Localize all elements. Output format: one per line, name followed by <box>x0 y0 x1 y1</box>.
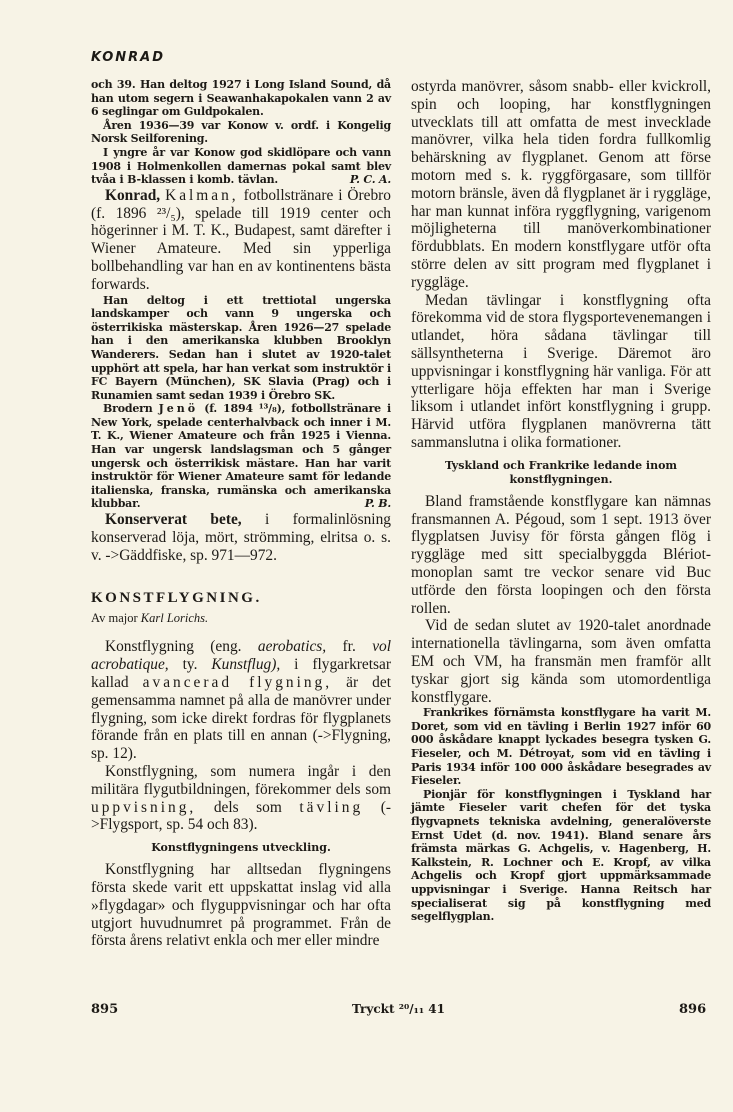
p1-eng: aerobatics, <box>257 638 327 656</box>
p1-text-c: ty. <box>182 656 198 674</box>
entry-head-kalman: Konrad, <box>105 186 161 204</box>
sailing-ski-text: I yngre år var Konow god skidlöpare och vann 1908 i Holmenkollen damernas pokal samt blev tvåa i B-klassen i komb. tävlan. <box>91 145 391 187</box>
p1-ty: Kunstflug), <box>211 656 281 674</box>
paragraph-german-pilots: Pionjär för konstflygningen i Tyskland har jämte Fieseler varit chefen för det tyska flygvapnets tekniska avdelning, generalöverste Ernst Udet (d. nov. 1941). Bland senare års främsta märkas G. Achgelis, v. Hagenberg, H. Kalkstein, R. Lochner och E. Kropf, av vilka Achgelis och Kropf gjort uppmärksammade uppvisningar i Sverige. Hanna Reitsch har specialiserat sig på konstflygning med segelflygplan. <box>411 787 711 924</box>
running-head: KONRAD <box>91 50 166 65</box>
right-column <box>411 78 711 924</box>
section-title: KONSTFLYGNING. <box>91 590 262 607</box>
paragraph-french-pilots: Frankrikes förnämsta konstflygare ha varit M. Doret, som vid en tävling i Berlin 1927 inför 60 000 åskådare knappt lyckades besegra tysken G. Fieseler, och M. Détroyat, som vid en tävling i Paris 1934 inför 100 000 åskådare besegrades av Fieseler. <box>411 706 711 788</box>
paragraph-maneuvers: ostyrda manövrer, såsom snabb- eller kvickroll, spin och looping, har konstflygningen utvecklats till att omfatta de mest invecklade manövrer, vilka hela tiden fordra fullkomlig behärskning av flygplanet. Genom att förse motorn med s. k. ryggförgasare, som tillför motorn bränsle, även då flygplanet är i ryggläge, har man kunnat införa ryggflygning, varigenom möjligheterna till manöverkombinationer fördubblats. En modern konstflygare utför ofta större delen av sitt program med flygplanet i ryggläge. <box>411 78 711 291</box>
paragraph-history: Konstflygning har alltsedan flygningens första skede varit ett uppskattat inslag vid alla »flygdagar» och flyguppvisningar och har ofta utgjort huvudnumret på programmet. Från de första årens relativt enkla och mer eller mindre <box>91 861 391 950</box>
entry-head-bete: Konserverat bete, <box>105 511 242 529</box>
paragraph-competitions: Medan tävlingar i konstflygning ofta förekomma vid de stora flygsportevenemangen i utlandet, höra sådana tävlingar till sällsyntheterna i Sverige. Däremot äro uppvisningar i konstflygning här vanliga. För att ytterligare höja effekten har man i Sverige liksom i utlandet infört konstflygning i grupp. Härvid utföra flygplanen manövrerna tätt sammanslutna i olika formationer. <box>411 291 711 451</box>
sailing-ski <box>91 146 391 187</box>
subheading-leading-nations: Tyskland och Frankrike ledande inom konstflygningen. <box>444 458 678 486</box>
p1-term: avancerad flygning, <box>142 674 333 692</box>
p2-text-b: dels som <box>213 798 282 816</box>
kalman-name: Kalman, <box>165 186 239 204</box>
jeno-details <box>91 402 391 511</box>
p2-text-a: Konstflygning, som numera ingår i den militära flygutbildningen, förekommer dels som <box>91 763 391 798</box>
p1-fr: vol acrobatique, <box>91 638 391 674</box>
entry-konrad-kalman <box>91 187 391 294</box>
entry-konserverat-bete <box>91 511 391 564</box>
p1-text-b: fr. <box>342 638 356 656</box>
jeno-lead: Brodern <box>103 402 153 416</box>
byline-prefix: Av major <box>91 611 138 626</box>
subheading-development: Konstflygningens utveckling. <box>151 841 331 855</box>
byline <box>91 611 391 626</box>
kalman-details: Han deltog i ett trettiotal ungerska landskamper och vann 9 ungerska och österrikiska mästerskap. Åren 1926—27 spelade han i den amerikanska klubben Brooklyn Wanderers. Sedan han i slutet av 1920-talet upphört att spela, har han verkat som instruktör i FC Bayern (München), SK Slavia (Prag) och i Runamien samt sedan 1939 i Örebro SK. <box>91 293 391 402</box>
paragraph-military <box>91 763 391 834</box>
p1-text-e: är det gemensamma namnet på alla de manövrer under flygning, som icke direkt fordras för flygplanets förande från en plats till en annan (->Flygning, sp. 12). <box>91 674 391 763</box>
p1-text-a: Konstflygning (eng. <box>105 638 242 656</box>
left-column <box>91 78 391 950</box>
kalman-text: fotbollstränare i Örebro (f. 1896 ²³/₅), spelade till 1919 center och högerinner i M. T. K., Budapest, samt därefter i Wiener Amateure. Med sin ypperliga bollbehandling var han en av kontinentens bästa forwards. <box>91 186 391 293</box>
p2-term-2: tävling <box>299 798 364 816</box>
sailing-board: Åren 1936—39 var Konow v. ordf. i Kongelig Norsk Seilforening. <box>91 118 391 146</box>
jeno-text: (f. 1894 ¹³/₈), fotbollstränare i New York, spelade centerhalvback och inner i M. T. K., Wiener Amateure och från 1925 i Vienna. Han var ungersk landslagsman och 5 gånger ungersk och österrikisk mästare. Han har varit instruktör för Wiener Amateure samt för ledande italienska, franska, rumänska och amerikanska klubbar. <box>91 402 392 511</box>
byline-author: Karl Lorichs. <box>140 611 209 626</box>
page-number-right: 896 <box>679 1002 707 1017</box>
jeno-name: Jenö <box>158 402 199 416</box>
paragraph-pegoud: Bland framstående konstflygare kan nämnas fransmannen A. Pégoud, som 1 sept. 1913 över flygplatsen Juvisy för första gången flög i ryggläge med sitt specialbyggda Blériot-monoplan samt tre veckor senare vid Buc utförde den första loopingen och den första rollen. <box>411 492 711 617</box>
sailing-signature: P. C. A. <box>349 173 391 187</box>
print-date: Tryckt ²⁰/₁₁ 41 <box>352 1002 445 1016</box>
paragraph-definition <box>91 638 391 763</box>
p2-term-1: uppvisning, <box>91 798 197 816</box>
bete-text: i formalinlösning konserverad löja, mört, strömming, elritsa o. s. v. ->Gäddfiske, sp. 971—972. <box>91 511 391 564</box>
p1-text-d: i flygarkretsar kallad <box>91 656 391 692</box>
page-number-left: 895 <box>91 1002 119 1017</box>
jeno-signature: P. B. <box>364 497 391 511</box>
p2-text-c: (->Flygsport, sp. 54 och 83). <box>91 798 391 834</box>
paragraph-championships: Vid de sedan slutet av 1920-talet anordnade internationella tävlingarna, som även omfatta EM och VM, ha fransmän men framför allt tyskar gjort sig kända som utomordentliga konstflygare. <box>411 617 711 706</box>
sailing-intro: och 39. Han deltog 1927 i Long Island Sound, då han utom segern i Seawanhakapokalen vann 2 av 6 seglingar om Guldpokalen. <box>91 78 391 119</box>
